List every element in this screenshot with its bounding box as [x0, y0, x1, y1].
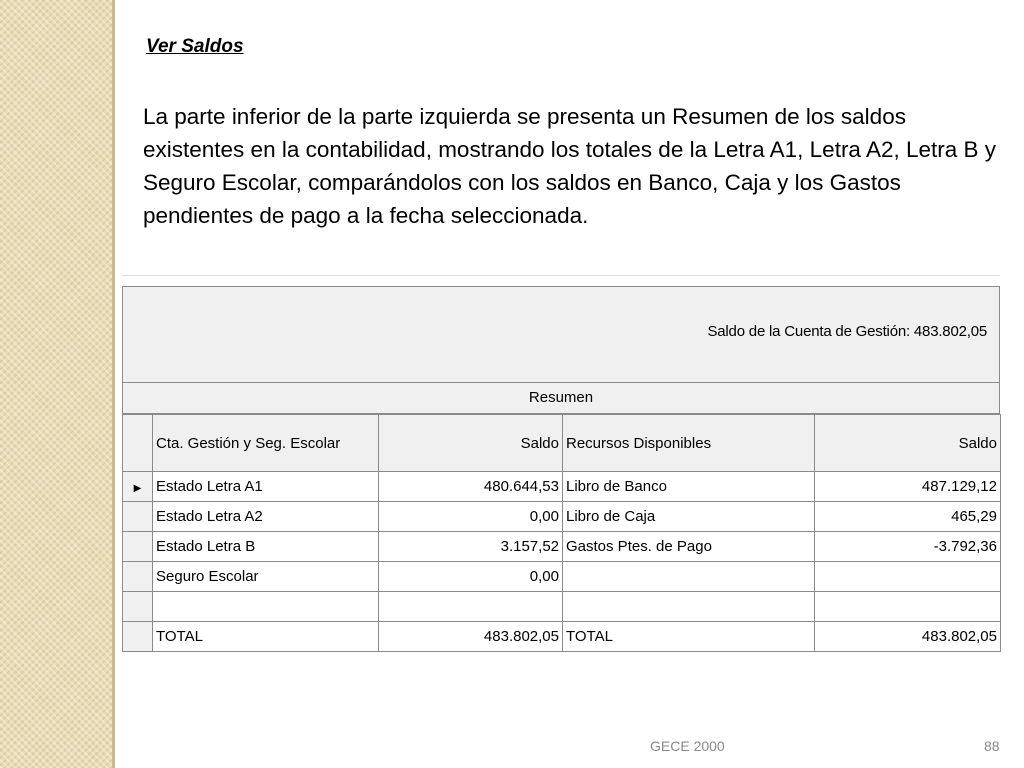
page-number: 88 [984, 738, 1000, 754]
footer-label: GECE 2000 [650, 738, 725, 754]
table-row[interactable] [123, 532, 1001, 562]
saldo-cell: 480.644,53 [379, 472, 563, 502]
row-selector[interactable] [123, 592, 153, 622]
saldo-recurso-cell: 465,29 [815, 502, 1001, 532]
resumen-header: Resumen [122, 382, 1000, 414]
row-selector[interactable] [123, 562, 153, 592]
slide-body-text: La parte inferior de la parte izquierda se presenta un Resumen de los saldos existentes en la contabilidad, mostrando los totales de la Letra A1, Letra A2, Letra B y Seguro Escolar, comparándolos con los saldos en Banco, Caja y los Gastos pendientes de pago a la fecha seleccionada. [143, 104, 997, 228]
recurso-cell: Libro de Banco [563, 472, 815, 502]
recurso-cell [563, 592, 815, 622]
row-selector[interactable] [123, 532, 153, 562]
saldo-cell: 0,00 [379, 502, 563, 532]
column-header-saldo[interactable]: Saldo [379, 415, 563, 472]
table-row-total[interactable] [123, 622, 1001, 652]
saldo-cell [379, 592, 563, 622]
saldo-cell: 0,00 [379, 562, 563, 592]
saldo-recurso-cell: -3.792,36 [815, 532, 1001, 562]
table-row[interactable] [123, 592, 1001, 622]
row-pointer-icon: ▶ [133, 483, 142, 494]
resumen-screenshot [122, 275, 1000, 666]
cta-cell: Estado Letra B [153, 532, 379, 562]
slide-title: Ver Saldos [146, 36, 244, 57]
column-header-saldo-recursos[interactable]: Saldo [815, 415, 1001, 472]
column-header-cta[interactable]: Cta. Gestión y Seg. Escolar [153, 415, 379, 472]
saldo-cell: 483.802,05 [379, 622, 563, 652]
recurso-cell: Libro de Caja [563, 502, 815, 532]
header-panel [122, 286, 1000, 382]
table-row[interactable] [123, 502, 1001, 532]
saldo-recurso-cell [815, 592, 1001, 622]
cta-cell: TOTAL [153, 622, 379, 652]
grid-header-row [123, 415, 1001, 472]
cta-cell: Estado Letra A1 [153, 472, 379, 502]
saldo-recurso-cell: 483.802,05 [815, 622, 1001, 652]
row-selector[interactable] [123, 502, 153, 532]
saldo-cuenta-gestion: Saldo de la Cuenta de Gestión: 483.802,05 [707, 323, 987, 340]
cta-cell [153, 592, 379, 622]
cta-cell: Estado Letra A2 [153, 502, 379, 532]
table-row[interactable] [123, 472, 1001, 502]
recurso-cell: TOTAL [563, 622, 815, 652]
cta-cell: Seguro Escolar [153, 562, 379, 592]
decorative-side-band [0, 0, 112, 768]
resumen-grid [122, 414, 1001, 652]
row-selector[interactable] [123, 472, 153, 502]
saldo-recurso-cell [815, 562, 1001, 592]
saldo-cell: 3.157,52 [379, 532, 563, 562]
column-header-recursos[interactable]: Recursos Disponibles [563, 415, 815, 472]
row-selector-header [123, 415, 153, 472]
saldo-recurso-cell: 487.129,12 [815, 472, 1001, 502]
side-divider [112, 0, 115, 768]
row-selector[interactable] [123, 622, 153, 652]
recurso-cell [563, 562, 815, 592]
recurso-cell: Gastos Ptes. de Pago [563, 532, 815, 562]
table-row[interactable] [123, 562, 1001, 592]
